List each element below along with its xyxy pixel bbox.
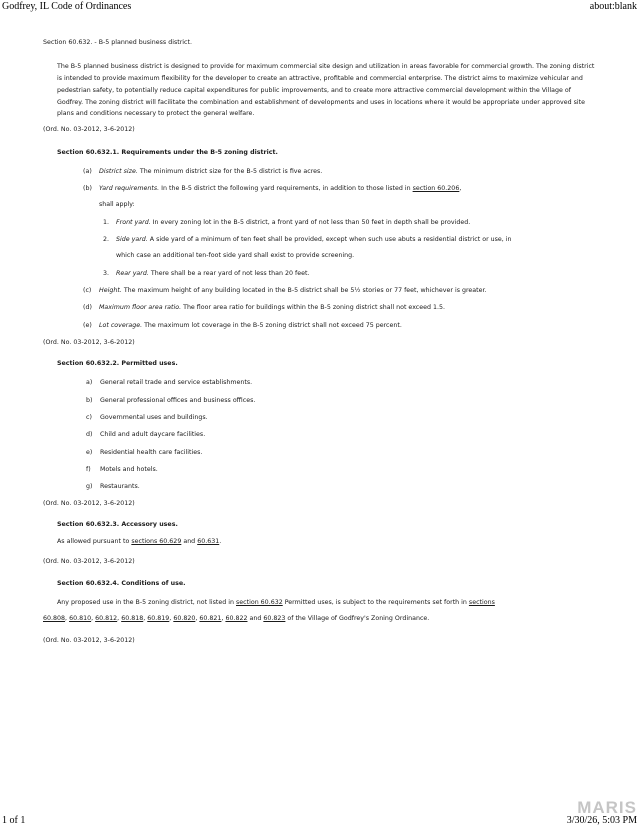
item-text: A side yard of a minimum of ten feet shall be provided, except when such use abuts a residential district or use, in	[147, 236, 512, 244]
ordinance-note: (Ord. No. 03-2012, 3-6-2012)	[43, 558, 135, 566]
separator: ,	[169, 615, 174, 623]
watermark-logo: MARIS	[577, 798, 637, 817]
item-marker: 1.	[103, 218, 110, 226]
item-term: Side yard.	[116, 236, 148, 244]
subsection-heading-conditions-of-use: Section 60.632.4. Conditions of use.	[57, 579, 186, 587]
item-text: Restaurants.	[100, 483, 140, 491]
item-text: General professional offices and business offices.	[100, 396, 256, 404]
permitted-use-item	[43, 450, 596, 456]
permitted-uses-list	[43, 380, 596, 490]
print-header-title: Godfrey, IL Code of Ordinances	[2, 1, 132, 12]
item-text: Child and adult daycare facilities.	[100, 431, 206, 439]
item-text: Residential health care facilities.	[100, 448, 203, 456]
section-60-631-link[interactable]: 60.631	[197, 538, 220, 546]
subsection-heading-requirements: Section 60.632.1. Requirements under the B-5 zoning district.	[57, 148, 278, 156]
item-text: General retail trade and service establishments.	[100, 379, 253, 387]
conditions-text-line-2	[43, 616, 596, 622]
item-marker: (c)	[83, 286, 92, 294]
section-title: Section 60.632. - B-5 planned business district.	[43, 39, 192, 46]
section-60-822-link[interactable]: 60.822	[225, 615, 248, 623]
print-footer-page: 1 of 1	[2, 815, 26, 826]
ordinance-note: (Ord. No. 03-2012, 3-6-2012)	[43, 636, 135, 644]
text-segment: Any proposed use in the B-5 zoning district, not listed in	[57, 599, 236, 606]
item-marker: (d)	[83, 304, 92, 312]
yard-item-1	[43, 220, 596, 226]
requirement-item-e	[43, 323, 596, 329]
permitted-use-item	[43, 380, 596, 386]
section-60-808-link[interactable]: 60.808	[43, 615, 66, 623]
item-text: In the B-5 district the following yard requirements, in addition to those listed in	[159, 185, 413, 193]
accessory-uses-text	[43, 539, 596, 545]
permitted-use-item	[43, 398, 596, 404]
item-marker: (e)	[83, 321, 92, 329]
requirement-item-a	[43, 169, 596, 175]
print-footer-timestamp: 3/30/26, 5:03 PM	[566, 815, 637, 826]
separator: ,	[195, 615, 200, 623]
item-text: The minimum district size for the B-5 district is five acres.	[137, 167, 323, 175]
section-60-823-link[interactable]: 60.823	[263, 615, 286, 623]
item-term: Lot coverage.	[99, 321, 143, 329]
item-text-end: ,	[459, 185, 462, 193]
item-text: There shall be a rear yard of not less than 20 feet.	[148, 269, 310, 277]
permitted-use-item	[43, 432, 596, 438]
section-60-632-link[interactable]: section 60.632	[236, 599, 283, 606]
item-marker: b)	[86, 396, 93, 404]
ordinance-note: (Ord. No. 03-2012, 3-6-2012)	[43, 338, 135, 346]
item-marker: d)	[86, 431, 93, 439]
conditions-text-line-1	[43, 600, 596, 606]
separator: ,	[117, 615, 122, 623]
subsection-heading-permitted-uses: Section 60.632.2. Permitted uses.	[57, 360, 178, 368]
item-marker: e)	[86, 448, 93, 456]
item-marker: 3.	[103, 269, 110, 277]
item-term: Front yard.	[116, 218, 151, 226]
subsection-heading-accessory-uses: Section 60.632.3. Accessory uses.	[57, 520, 178, 528]
section-60-812-link[interactable]: 60.812	[95, 615, 118, 623]
item-marker: a)	[86, 379, 93, 387]
separator: ,	[221, 615, 226, 623]
section-60-206-link[interactable]: section 60.206	[412, 185, 460, 193]
requirement-item-b-continuation: shall apply:	[99, 201, 135, 209]
yard-item-3	[43, 271, 596, 277]
item-marker: (a)	[83, 167, 92, 175]
intro-paragraph: The B-5 planned business district is designed to provide for maximum commercial site design and utilization in areas favorable for commercial growth. The zoning district is intended to provide maximum flexibility for the developer to create an attractive, profitable and commercial enterprise. The district aims to maximize vehicular and pedestrian safety, to potentially reduce capital expenditures for public improvements, and to create more attractive commercial development within the Village of Godfrey. The zoning district will facilitate the combination and establishment of developments and uses in locations where it would be appropriate under approved site plans and conditions necessary to protect the general welfare.	[57, 63, 595, 118]
text-segment: .	[219, 538, 222, 546]
requirement-item-d	[43, 305, 596, 311]
yard-item-2	[43, 237, 596, 243]
item-text: Motels and hotels.	[100, 465, 158, 473]
item-marker: g)	[86, 483, 93, 491]
item-term: Height.	[99, 286, 122, 294]
permitted-use-item	[43, 484, 596, 490]
text-segment: and	[247, 615, 264, 623]
section-60-810-link[interactable]: 60.810	[69, 615, 92, 623]
yard-item-2-continuation: which case an additional ten-foot side yard shall exist to provide screening.	[116, 252, 355, 260]
section-60-819-link[interactable]: 60.819	[147, 615, 170, 623]
section-60-820-link[interactable]: 60.820	[173, 615, 196, 623]
item-marker: 2.	[103, 236, 110, 244]
item-text: Governmental uses and buildings.	[100, 414, 208, 422]
item-text: The maximum height of any building located in the B-5 district shall be 5½ stories or 77 feet, whichever is greater.	[121, 286, 487, 294]
item-marker: (b)	[83, 185, 92, 193]
section-60-818-link[interactable]: 60.818	[121, 615, 144, 623]
permitted-use-item	[43, 415, 596, 421]
permitted-use-item	[43, 467, 596, 473]
item-text: The maximum lot coverage in the B-5 zoning district shall not exceed 75 percent.	[142, 321, 402, 329]
print-header-url: about:blank	[589, 1, 637, 12]
text-segment: of the Village of Godfrey's Zoning Ordinance.	[285, 615, 430, 623]
separator: ,	[91, 615, 96, 623]
separator: ,	[65, 615, 70, 623]
text-segment: As allowed pursuant to	[57, 538, 132, 546]
separator: ,	[143, 615, 148, 623]
item-term: District size.	[99, 167, 138, 175]
ordinance-note: (Ord. No. 03-2012, 3-6-2012)	[43, 126, 135, 134]
item-term: Maximum floor area ratio.	[99, 304, 182, 312]
item-term: Yard requirements.	[99, 185, 160, 193]
item-text: In every zoning lot in the B-5 district, a front yard of not less than 50 feet in depth shall be provided.	[150, 218, 471, 226]
requirement-item-c	[43, 288, 596, 294]
ordinance-note: (Ord. No. 03-2012, 3-6-2012)	[43, 499, 135, 507]
sections-60-629-link[interactable]: sections 60.629	[131, 538, 182, 546]
section-60-821-link[interactable]: 60.821	[199, 615, 222, 623]
text-segment: Permitted uses, is subject to the requirements set forth in	[282, 599, 469, 606]
item-marker: c)	[86, 414, 92, 422]
text-segment: and	[181, 538, 198, 546]
item-text: The floor area ratio for buildings within the B-5 zoning district shall not exceed 1.5.	[181, 304, 446, 312]
document-body	[43, 40, 596, 644]
requirement-item-b	[43, 186, 596, 192]
sections-link[interactable]: sections	[468, 599, 495, 606]
item-term: Rear yard.	[116, 269, 149, 277]
item-marker: f)	[86, 465, 91, 473]
